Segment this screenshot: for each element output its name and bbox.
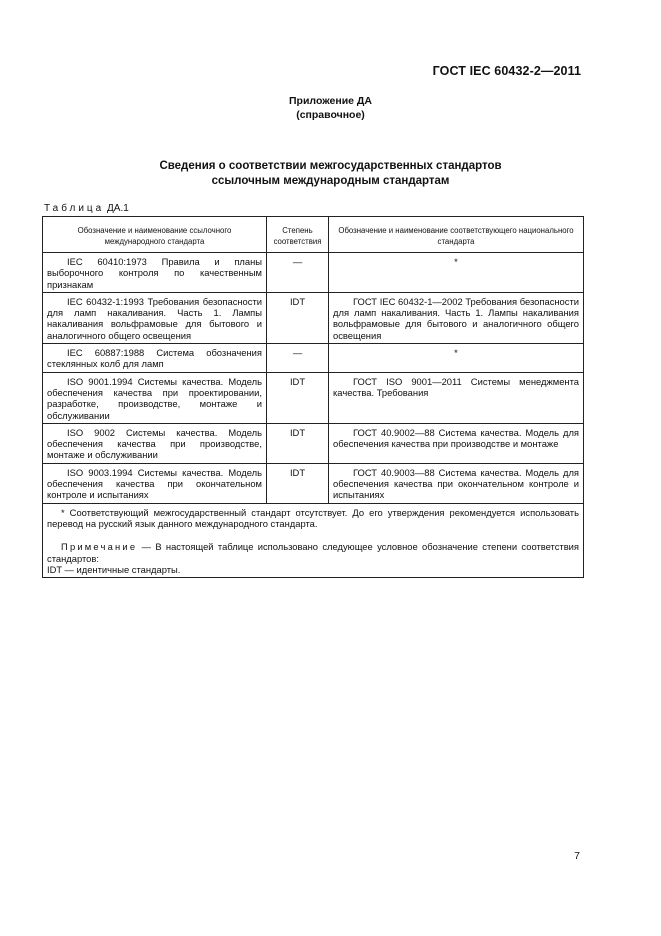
- national-standard-cell: *: [329, 253, 584, 293]
- header-intl: Обозначение и наименование ссылочного международного стандарта: [43, 217, 267, 253]
- footnote-text: * Соответствующий межгосударственный стандарт отсутствует. До его утверждения рекомендуется использовать перевод на русский язык данного международного стандарта.: [47, 506, 579, 529]
- table-row: [43, 344, 584, 373]
- national-standard-cell: *: [329, 344, 584, 373]
- page-title: [0, 159, 661, 189]
- note-item: IDT — идентичные стандарты.: [47, 563, 181, 575]
- national-standard-cell: ГОСТ 40.9003—88 Система качества. Модель для обеспечения качества при окончательном контроле и испытаниях: [329, 463, 584, 503]
- table-row: [43, 463, 584, 503]
- degree-cell: —: [267, 344, 329, 373]
- degree-cell: IDT: [267, 463, 329, 503]
- note-text: — В настоящей таблице использовано следующее условное обозначение степени соответствия стандартов:: [47, 541, 579, 564]
- table-header-row: [43, 217, 584, 253]
- intl-standard-cell: IEC 60410:1973 Правила и планы выборочного контроля по качественным признакам: [43, 253, 267, 293]
- intl-standard-cell: IEC 60887:1988 Система обозначения стеклянных колб для ламп: [43, 344, 267, 373]
- table-row: [43, 423, 584, 463]
- degree-cell: IDT: [267, 372, 329, 423]
- table-row: [43, 372, 584, 423]
- intl-standard-cell: ISO 9001.1994 Системы качества. Модель обеспечения качества при проектировании, разработке, производстве, монтаже и обслуживании: [43, 372, 267, 423]
- title-line-2: ссылочным международным стандартам: [211, 175, 450, 187]
- national-standard-cell: ГОСТ IEC 60432-1—2002 Требования безопасности для ламп накаливания. Часть 1. Лампы накаливания вольфрамовые для бытового и аналогичного общего освещения: [329, 292, 584, 343]
- national-standard-cell: ГОСТ ISO 9001—2011 Системы менеджмента качества. Требования: [329, 372, 584, 423]
- table-label: [44, 203, 129, 214]
- table-row: [43, 292, 584, 343]
- intl-standard-cell: ISO 9003.1994 Системы качества. Модель обеспечения качества при окончательном контроле и испытаниях: [43, 463, 267, 503]
- standard-code: ГОСТ IEC 60432-2—2011: [432, 64, 581, 78]
- note-paragraph: [47, 541, 579, 564]
- intl-standard-cell: IEC 60432-1:1993 Требования безопасности для ламп накаливания. Часть 1. Лампы накаливания вольфрамовые для бытового и аналогичного общего освещения: [43, 292, 267, 343]
- degree-cell: IDT: [267, 423, 329, 463]
- table-label-number: ДА.1: [107, 203, 129, 214]
- intl-standard-cell: ISO 9002 Системы качества. Модель обеспечения качества при производстве, монтаже и обслуживании: [43, 423, 267, 463]
- national-standard-cell: ГОСТ 40.9002—88 Система качества. Модель для обеспечения качества при производстве и монтаже: [329, 423, 584, 463]
- degree-cell: —: [267, 253, 329, 293]
- header-national: Обозначение и наименование соответствующего национального стандарта: [329, 217, 584, 253]
- table-row: [43, 253, 584, 293]
- appendix-title: Приложение ДА: [289, 95, 372, 107]
- table-label-prefix: Таблица: [44, 203, 105, 214]
- table-footnote-row: [43, 503, 584, 577]
- title-line-1: Сведения о соответствии межгосударственных стандартов: [159, 160, 502, 172]
- header-degree: Степень соответствия: [267, 217, 329, 253]
- degree-cell: IDT: [267, 292, 329, 343]
- correspondence-table: [42, 216, 584, 578]
- note-label: Примечание: [61, 541, 138, 553]
- appendix-subtitle: (справочное): [296, 109, 365, 121]
- table-footnote-cell: [43, 503, 584, 577]
- page-number: 7: [574, 850, 580, 862]
